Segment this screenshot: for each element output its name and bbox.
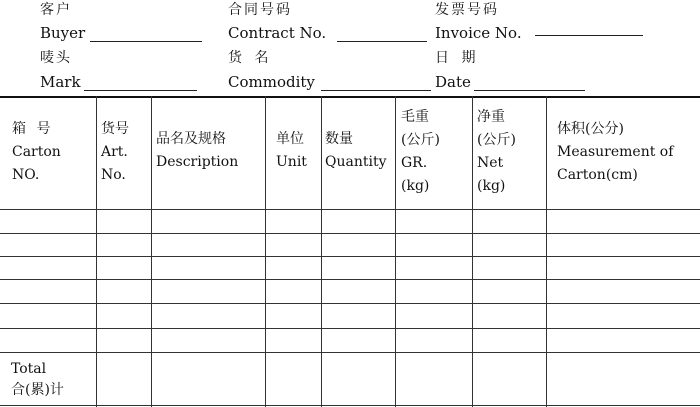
header-line: 箱 号	[12, 121, 54, 137]
table-bottom-border	[0, 405, 700, 406]
column-divider	[151, 96, 152, 407]
header-line: 体积(公分)	[557, 121, 624, 137]
column-divider	[546, 96, 547, 407]
header-line: GR.	[401, 155, 428, 171]
date-label-en: Date	[435, 73, 471, 91]
table-header-divider	[0, 209, 700, 210]
header-line: 单位	[276, 131, 304, 147]
column-divider	[96, 96, 97, 407]
contract-number-field[interactable]	[337, 41, 427, 42]
header-line: 毛重	[401, 109, 429, 125]
column-divider	[265, 96, 266, 407]
invoice-number-field[interactable]	[535, 35, 643, 36]
column-divider	[395, 96, 396, 407]
invoice-label-en: Invoice No.	[435, 24, 522, 42]
mark-label-cn: 唛头	[40, 50, 72, 66]
header-line: Carton	[12, 144, 61, 160]
column-header-measurement	[557, 118, 673, 187]
packing-table	[0, 96, 700, 407]
mark-field[interactable]	[84, 90, 197, 91]
column-header-gross-weight	[401, 106, 440, 198]
commodity-label-cn: 货 名	[228, 50, 273, 66]
header-line: No.	[101, 167, 126, 183]
table-total-divider	[0, 352, 700, 353]
table-row-divider	[0, 256, 700, 257]
header-line: Quantity	[325, 154, 387, 170]
date-label-cn: 日 期	[435, 50, 480, 66]
commodity-label-en: Commodity	[228, 73, 315, 91]
header-line: 货号	[101, 121, 129, 137]
header-line: Unit	[276, 154, 307, 170]
table-top-border	[0, 96, 700, 98]
header-line: Carton(cm)	[557, 167, 638, 183]
contract-label-en: Contract No.	[228, 24, 327, 42]
column-divider	[472, 96, 473, 407]
total-row-label	[11, 359, 64, 401]
total-label-en: Total	[11, 361, 47, 377]
table-row-divider	[0, 279, 700, 280]
header-line: Net	[477, 155, 504, 171]
header-line: Art.	[101, 144, 128, 160]
header-line: (kg)	[477, 178, 506, 194]
header-line: (kg)	[401, 178, 430, 194]
invoice-label-cn: 发票号码	[435, 2, 499, 18]
total-label-cn: 合(累)计	[11, 382, 64, 398]
header-line: 数量	[325, 131, 353, 147]
table-row-divider	[0, 328, 700, 329]
header-line: Measurement of	[557, 144, 674, 160]
column-header-quantity	[325, 128, 387, 174]
header-line: (公斤)	[401, 132, 440, 148]
date-field[interactable]	[474, 90, 585, 91]
header-line: NO.	[12, 167, 40, 183]
buyer-label-en: Buyer	[40, 24, 86, 42]
column-divider	[321, 96, 322, 407]
contract-label-cn: 合同号码	[228, 2, 292, 18]
column-header-carton-no	[12, 118, 61, 187]
buyer-label-cn: 客户	[40, 2, 72, 18]
header-line: 净重	[477, 109, 505, 125]
column-header-description	[156, 128, 238, 174]
column-header-art-no	[101, 118, 129, 187]
column-header-net-weight	[477, 106, 516, 198]
header-line: Description	[156, 154, 239, 170]
form-header	[0, 0, 700, 96]
column-header-unit	[276, 128, 307, 174]
header-line: (公斤)	[477, 132, 516, 148]
table-row-divider	[0, 233, 700, 234]
mark-label-en: Mark	[40, 73, 81, 91]
table-row-divider	[0, 303, 700, 304]
buyer-field[interactable]	[90, 41, 202, 42]
header-line: 品名及规格	[156, 131, 226, 147]
commodity-field[interactable]	[321, 90, 431, 91]
